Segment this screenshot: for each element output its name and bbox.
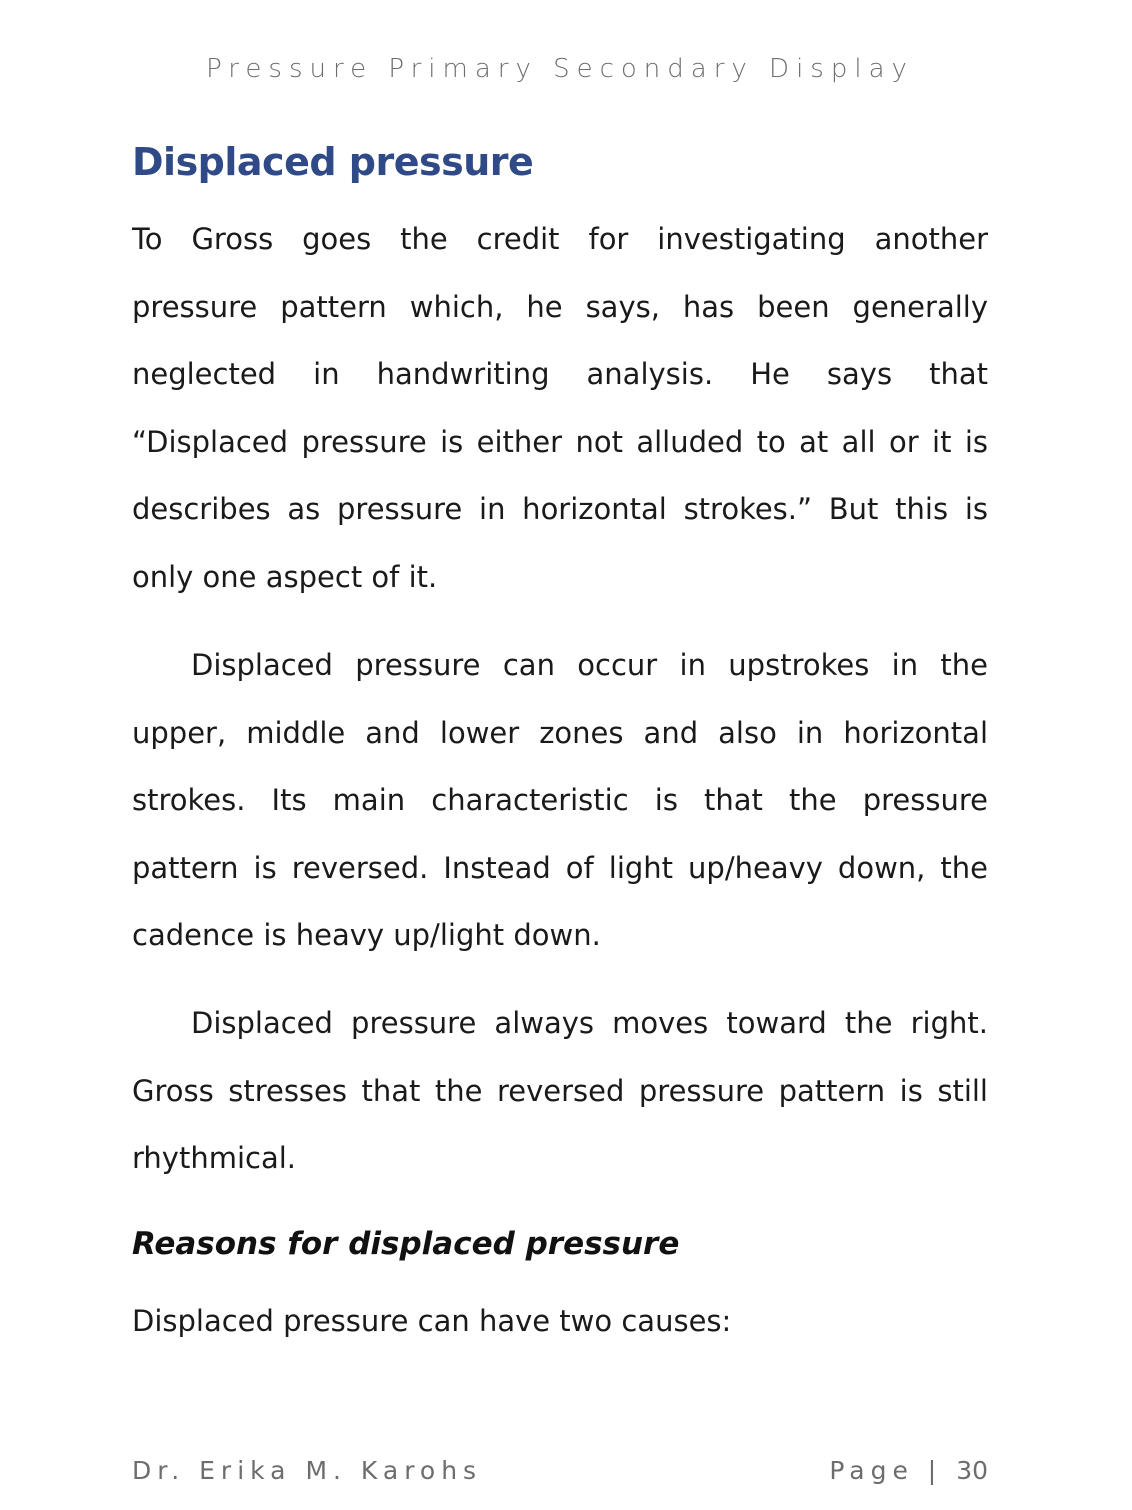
paragraph-3 [132,990,988,1193]
text-line: Gross stresses that the reversed pressure pattern is still [132,1073,988,1108]
text-line: cadence is heavy up/light down. [132,918,601,952]
text-line: strokes. Its main characteristic is that the pressure [132,783,988,817]
text-line: Displaced pressure can occur in upstrokes in the [191,648,988,682]
paragraph-1 [132,206,988,611]
footer-author: Dr. Erika M. Karohs [132,1456,483,1485]
text-line: “Displaced pressure is either not alluded to at all or it is [132,424,988,459]
text-line: pattern is reversed. Instead of light up/heavy down, the [132,850,988,885]
text-line: only one aspect of it. [132,559,438,594]
text-line: rhythmical. [132,1141,297,1175]
text-line: pressure pattern which, he says, has been generally [132,289,988,324]
section-heading: Displaced pressure [132,140,534,184]
paragraph-4 [132,1288,988,1356]
text-line: neglected in handwriting analysis. He says that [132,357,988,391]
subsection-heading: Reasons for displaced pressure [132,1226,680,1262]
text-line: Displaced pressure can have two causes: [132,1304,732,1338]
text-line: describes as pressure in horizontal strokes.” But this is [132,492,988,526]
paragraph-2 [132,632,988,970]
page-number: 30 [956,1456,988,1485]
page-label: Page | [829,1456,943,1485]
text-line: upper, middle and lower zones and also in horizontal [132,715,988,750]
text-line: To Gross goes the credit for investigating another [132,222,988,256]
running-header: Pressure Primary Secondary Display [206,54,914,84]
footer-page [829,1456,988,1485]
text-line: Displaced pressure always moves toward the right. [191,1006,988,1040]
